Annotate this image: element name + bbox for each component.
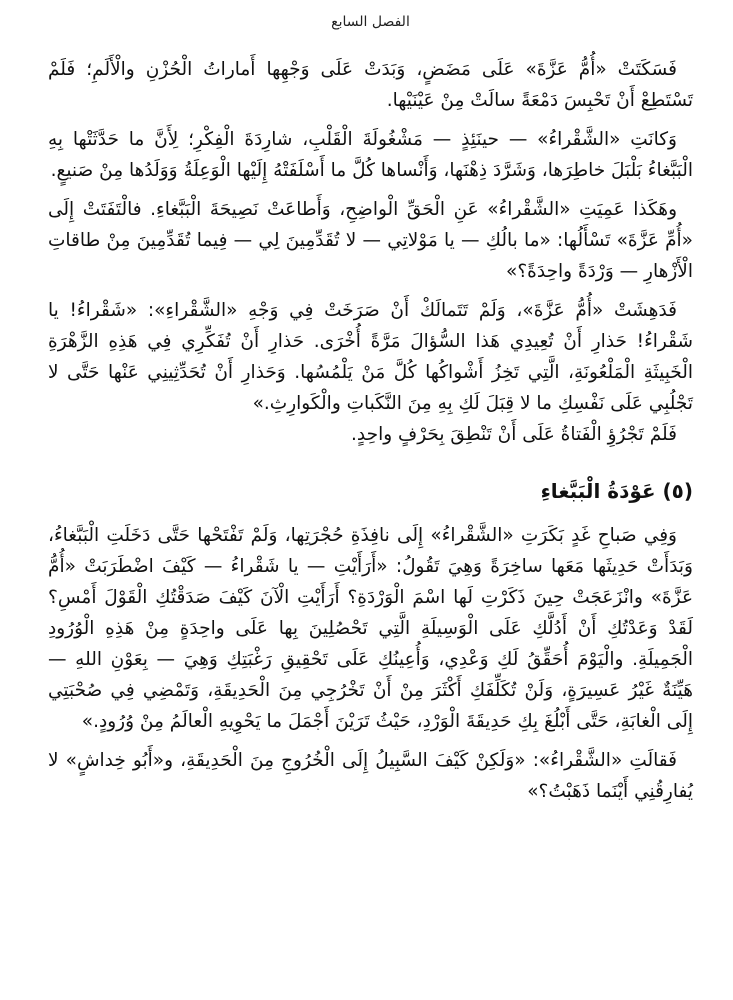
chapter-running-header: الفصل السابع <box>331 14 410 30</box>
section-heading: (٥) عَوْدَةُ الْبَبَّغاءِ <box>540 479 693 503</box>
paragraph: وَكانَتِ «الشَّقْراءُ» — حينَئِذٍ — مَشْغُولَةَ الْقَلْبِ، شارِدَةَ الْفِكْرِ؛ لِأَنَّ ما حَدَّثَتْها بِهِ الْبَبَّغاءُ بَلْبَلَ خاطِرَها، وَشَرَّدَ ذِهْنَها، وَأَنْساها كُلَّ ما أَسْلَفَتْهُ إِلَيْها الْوَعِلَةُ وَوَلَدُها مِنْ صَنيعٍ. <box>48 129 693 181</box>
paragraph: فَلَمْ تَجْرُؤِ الْفَتاةُ عَلَى أَنْ تَنْطِقَ بِحَرْفٍ واحِدٍ. <box>351 424 677 445</box>
paragraph: وهَكَذا عَمِيَتِ «الشَّقْراءُ» عَنِ الْحَقِّ الْواضِحِ، وَأَطاعَتْ نَصِيحَةَ الْبَبَّغاءِ. فالْتَفَتَتْ إِلَى «أُمِّ عَزَّةَ» تَسْأَلُها: «ما بالُكِ — يا مَوْلاتِي — لا تُقَدِّمِينَ لِي — فِيما تُقَدِّمِينَ مِنْ طاقاتِ الْأَزْهارِ — وَرْدَةً واحِدَةً؟» <box>48 199 693 282</box>
paragraph: فَدَهِشَتْ «أُمُّ عَزَّةَ»، وَلَمْ تَتَمالَكْ أَنْ صَرَخَتْ فِي وَجْهِ «الشَّقْراءِ»: «شَقْراءُ! يا شَقْراءُ! حَذارِ أَنْ تُعِيدِي هَذا السُّؤالَ مَرَّةً أُخْرَى. حَذارِ أَنْ تُفَكِّرِي فِي هَذِهِ الزَّهْرَةِ الْخَبِيثَةِ الْمَلْعُونَةِ، الَّتِي تَخِزُ أَشْواكُها كُلَّ مَنْ يَلْمُسُها. وَحَذارِ أَنْ تُحَدِّثِينِي عَنْها حَتَّى لا تَجْلُبِي عَلَى نَفْسِكِ ما لا قِبَلَ لَكِ بِهِ مِنَ النَّكَباتِ والْكَوارِثِ.» <box>48 300 693 414</box>
paragraph: وَفِي صَباحِ غَدٍ بَكَرَتِ «الشَّقْراءُ» إِلَى نافِذَةِ حُجْرَتِها، وَلَمْ تَفْتَحْها حَتَّى دَخَلَتِ الْبَبَّغاءُ، وَبَدَأَتْ حَدِيثَها مَعَها ساخِرَةً وَهِيَ تَقُولُ: «أَرَأَيْتِ — يا شَقْراءُ — كَيْفَ اضْطَرَبَتْ «أُمُّ عَزَّةَ» وانْزَعَجَتْ حِينَ ذَكَرْتِ لَها اسْمَ الْوَرْدَةِ؟ أَرَأَيْتِ الْآنَ كَيْفَ صَدَقْتُكِ الْقَوْلَ أَمْسِ؟ لَقَدْ وَعَدْتُكِ أَنْ أَدُلَّكِ عَلَى الْوَسِيلَةِ الَّتِي تَحْصُلِينَ بِها عَلَى واحِدَةٍ مِنْ هَذِهِ الْوُرُودِ الْجَمِيلَةِ. والْيَوْمَ أُحَقِّقُ لَكِ وَعْدِي، وَأُعِينُكِ عَلَى تَحْقِيقِ رَغْبَتِكِ وَهِيَ — بِعَوْنِ اللهِ — هَيِّنَةٌ غَيْرُ عَسِيرَةٍ، وَلَنْ تُكَلِّفَكِ أَكْثَرَ مِنْ أَنْ تَخْرُجِي مِنَ الْحَدِيقَةِ، وَتَمْضِي فِي صُحْبَتِي إِلَى الْغابَةِ، حَتَّى أَبْلُغَ بِكِ حَدِيقَةَ الْوَرْدِ، حَيْثُ تَرَيْنَ أَجْمَلَ ما يَحْوِيهِ الْعالَمُ مِنْ وُرُودٍ.» <box>48 525 693 732</box>
paragraph: فَسَكَتَتْ «أُمُّ عَزَّةَ» عَلَى مَضَضٍ، وَبَدَتْ عَلَى وَجْهِها أَماراتُ الْحُزْنِ والْأَلَمِ؛ فَلَمْ تَسْتَطِعْ أَنْ تَحْبِسَ دَمْعَةً سالَتْ مِنْ عَيْنَيْها. <box>48 59 693 111</box>
paragraph: فَقالَتِ «الشَّقْراءُ»: «وَلَكِنْ كَيْفَ السَّبِيلُ إِلَى الْخُرُوجِ مِنَ الْحَدِيقَةِ، و«أَبُو خِداشٍ» لا يُفارِقُنِي أَيْنَما ذَهَبْتُ؟» <box>48 750 693 802</box>
page-content <box>48 54 693 815</box>
book-page <box>48 0 693 1000</box>
